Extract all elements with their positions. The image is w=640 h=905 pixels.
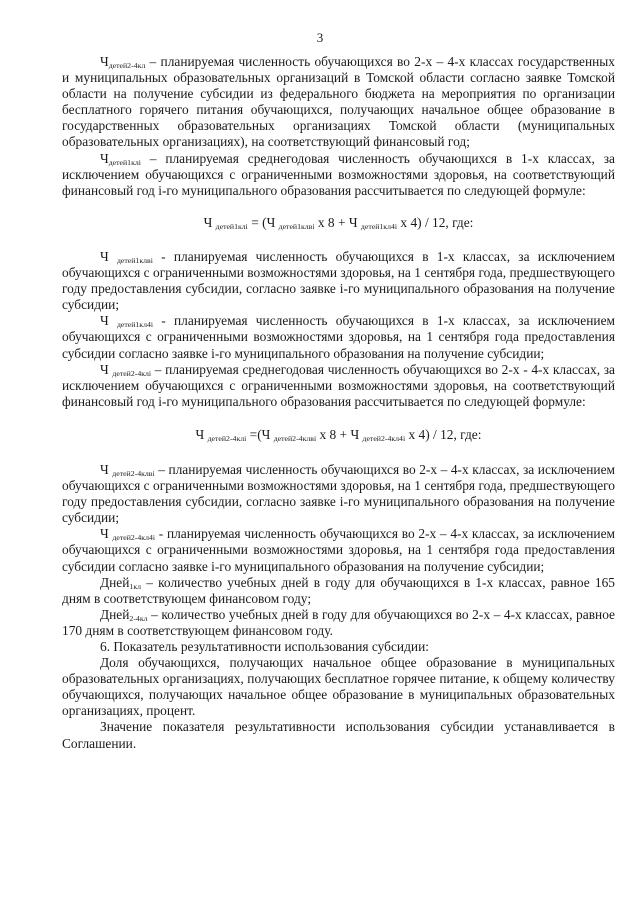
symbol: Дней	[100, 574, 130, 590]
paragraph-text: – планируемая среднегодовая численность обучающихся во 2-х - 4-х классах, за исключением обучающихся с ограниченными возможностями здоровья, на соответствующий финансовый год i-го муниципального образования рассчитывается по следующей формуле:	[62, 361, 615, 409]
formula-grade-1	[62, 215, 615, 231]
paragraph-ch-children-1-prev	[62, 249, 615, 313]
symbol: Ч	[100, 150, 109, 166]
subscript: детей2-4кл4i	[112, 533, 156, 543]
paragraph-text: – планируемая численность обучающихся во 2-х – 4-х классах, за исключением обучающихся с ограниченными возможностями здоровья, на 1 сентября года, предшествующего году предоставления субсидии, согласно заявке i-го муниципального образования на получение субсидии;	[62, 461, 615, 526]
paragraph-text: – количество учебных дней в году для обучающихся во 2-х – 4-х классах, равное 170 дням в соответствующем финансовом году.	[62, 606, 615, 638]
subscript: детей1кл4i	[360, 221, 398, 231]
formula-part: = (Ч	[247, 214, 279, 230]
subscript: детей1кл4i	[116, 320, 154, 330]
symbol: Ч	[100, 361, 113, 377]
paragraph-days-grade-1	[62, 575, 615, 607]
paragraph-days-grade-2-4	[62, 607, 615, 639]
paragraph-text: - планируемая численность обучающихся во 2-х – 4-х классах, за исключением обучающихся с ограниченными возможностями здоровья, на 1 сентября года предоставления субсидии согласно заявке i-го муниципального образования на получение субсидии;	[62, 526, 615, 574]
paragraph-text: – планируемая численность обучающихся во 2-х – 4-х классах государственных и муниципальных образовательных организаций в Томской области согласно заявке Томской области на получение субсидии из федерального бюджета на мероприятия по организации бесплатного горячего питания обучающихся, получающих начальное общее образование в государственных образовательных организациях Томской области (муниципальных образовательных организациях), на соответствующий финансовый год;	[62, 54, 615, 150]
symbol: Ч	[100, 313, 117, 329]
formula-part: Ч	[203, 214, 216, 230]
subscript: детей2-4клвi	[112, 468, 155, 478]
formula-part: х 8 + Ч	[316, 426, 363, 442]
formula-part: х 4) / 12, где:	[405, 426, 482, 442]
formula-part: =(Ч	[246, 426, 274, 442]
subscript: детей1клвi	[116, 255, 153, 265]
paragraph-indicator-value: Значение показателя результативности использования субсидии устанавливается в Соглашении.	[62, 719, 615, 751]
subscript: детей1клi	[215, 221, 248, 231]
document-body	[62, 54, 615, 752]
paragraph-text: – количество учебных дней в году для обучающихся в 1-х классах, равное 165 дням в соответствующем финансовом году;	[62, 574, 615, 606]
paragraph-ch-children-1-current	[62, 313, 615, 361]
subscript: 2-4кл	[129, 613, 148, 623]
symbol: Ч	[100, 248, 117, 264]
subscript: детей2-4клi	[112, 368, 152, 378]
subscript: детей2-4клi	[207, 433, 247, 443]
paragraph-ch-children-2-4-prev	[62, 462, 615, 526]
page-number: 3	[316, 30, 324, 45]
paragraph-ch-children-2-4-avg	[62, 362, 615, 410]
paragraph-text: - планируемая численность обучающихся в 1-х классах, за исключением обучающихся с ограниченными возможностями здоровья, на 1 сентября года, предшествующего году предоставления субсидии, согласно заявке i-го муниципального образования на получение субсидии;	[62, 248, 615, 313]
formula-part: Ч	[195, 426, 208, 442]
paragraph-ch-children-2-4	[62, 54, 615, 151]
formula-part: х 8 + Ч	[314, 214, 361, 230]
subscript: 1кл	[129, 581, 141, 591]
symbol: Ч	[100, 526, 113, 542]
paragraph-text: – планируемая среднегодовая численность обучающихся в 1-х классах, за исключением обучающихся с ограниченными возможностями здоровья, на соответствующий финансовый год i-го муниципального образования рассчитывается по следующей формуле:	[62, 150, 615, 198]
subscript: детей2-4кл	[108, 61, 146, 70]
subscript: детей2-4клвi	[273, 433, 317, 443]
subscript: детей1клi	[108, 157, 141, 167]
symbol: Ч	[100, 54, 109, 69]
section-heading-6: 6. Показатель результативности использования субсидии:	[100, 639, 429, 654]
symbol: Ч	[100, 461, 113, 477]
subscript: детей1клвi	[278, 221, 315, 231]
paragraph-ch-children-2-4-current	[62, 526, 615, 574]
paragraph-indicator-definition: Доля обучающихся, получающих начальное общее образование в муниципальных образовательных организациях, получающих бесплатное горячее питание, к общему количеству обучающихся, получающих начальное общее образование в муниципальных образовательных организациях, процент.	[62, 655, 615, 719]
formula-grade-2-4	[62, 427, 615, 443]
subscript: детей2-4кл4i	[362, 433, 406, 443]
paragraph-text: - планируемая численность обучающихся в 1-х классах, за исключением обучающихся с ограниченными возможностями здоровья, на 1 сентября года предоставления субсидии согласно заявке i-го муниципального образования на получение субсидии;	[62, 313, 615, 361]
formula-part: х 4) / 12, где:	[397, 214, 474, 230]
paragraph-ch-children-1-avg	[62, 151, 615, 199]
symbol: Дней	[100, 606, 130, 622]
